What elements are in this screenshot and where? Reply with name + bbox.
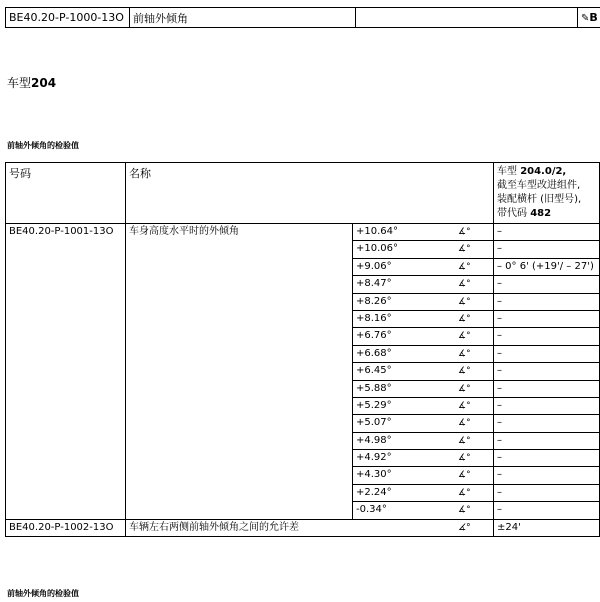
wrench-icon: ✎: [581, 13, 590, 24]
row-value: –: [494, 310, 600, 327]
row-level-text: +10.64°: [356, 226, 399, 237]
model-line3-suffix: ),: [574, 194, 582, 205]
row-number: BE40.20-P-1002-13O: [6, 519, 126, 536]
model-line2: 截至车型改进组件,: [497, 180, 581, 191]
row-value: –: [494, 380, 600, 397]
angle-icon: ∡°: [458, 400, 471, 411]
angle-icon: ∡°: [458, 383, 471, 394]
document-header: [5, 7, 600, 28]
row-value: –: [494, 467, 600, 484]
angle-icon: ∡°: [458, 435, 471, 446]
model-title: [7, 74, 56, 91]
angle-icon: ∡°: [458, 227, 471, 237]
row-level-text: +4.92°: [356, 452, 392, 464]
doc-title: 前轴外倾角: [130, 8, 356, 28]
model-title-prefix: 车型: [7, 76, 32, 90]
row-value: –: [494, 450, 600, 467]
table-row: [6, 224, 600, 241]
row-name: [126, 519, 494, 536]
row-level-text: +8.16°: [356, 312, 392, 324]
row-value: –: [494, 328, 600, 345]
row-value: –: [494, 415, 600, 432]
row-level-text: +6.76°: [356, 330, 392, 342]
row-number: BE40.20-P-1001-13O: [6, 224, 126, 520]
angle-icon: ∡°: [458, 279, 471, 290]
check-values-table: [5, 162, 600, 537]
angle-icon: ∡°: [458, 313, 471, 324]
angle-icon: ∡°: [458, 348, 471, 359]
angle-icon: ∡°: [458, 331, 471, 342]
angle-icon: ∡°: [458, 244, 471, 255]
row-level: [353, 328, 494, 345]
angle-icon: ∡°: [458, 470, 471, 481]
section-title-2: 前轴外倾角的检验值: [7, 589, 79, 598]
row-level-text: +4.98°: [356, 434, 392, 446]
row-level: [353, 276, 494, 293]
model-line3-prefix: 装配横杆 (: [497, 194, 545, 205]
row-level: [353, 380, 494, 397]
row-value: –: [494, 363, 600, 380]
row-level-text: +6.68°: [356, 347, 392, 359]
row-level-text: +4.30°: [356, 469, 392, 481]
row-value: –: [494, 241, 600, 258]
row-level: [353, 415, 494, 432]
table-row: [6, 519, 600, 536]
row-level: [353, 310, 494, 327]
row-name: 车身高度水平时的外倾角: [126, 224, 353, 520]
header-right-cell: [578, 8, 600, 28]
row-value: –: [494, 484, 600, 501]
row-level: [353, 224, 494, 241]
section-title-1: 前轴外倾角的检验值: [7, 141, 79, 150]
row-level-text: +5.88°: [356, 382, 392, 394]
row-level-text: +9.06°: [356, 260, 392, 272]
row-level-text: +8.47°: [356, 278, 392, 290]
row-level: [353, 502, 494, 519]
model-title-number: 204: [31, 76, 57, 90]
row-value: ±24': [494, 519, 600, 536]
model-line1-prefix: 车型: [497, 166, 521, 177]
row-level: [353, 397, 494, 414]
angle-icon: ∡°: [458, 522, 471, 533]
row-value: –: [494, 345, 600, 362]
row-level: [353, 467, 494, 484]
row-level: [353, 293, 494, 310]
row-level: [353, 241, 494, 258]
row-value: – 0° 6' (+19'/ – 27'): [494, 258, 600, 275]
row-level-text: +2.24°: [356, 486, 392, 498]
row-value: –: [494, 502, 600, 519]
row-level-text: +8.26°: [356, 295, 392, 307]
row-level-text: -0.34°: [356, 504, 387, 516]
header-model: [494, 163, 600, 224]
angle-icon: ∡°: [458, 296, 471, 307]
row-level: [353, 363, 494, 380]
model-line1-bold: 204.0/2,: [520, 166, 567, 177]
row-level-text: +5.29°: [356, 399, 392, 411]
angle-icon: ∡°: [458, 505, 471, 516]
row-value: –: [494, 432, 600, 449]
row-level: [353, 345, 494, 362]
row-name-text: 车辆左右两侧前轴外倾角之间的允许差: [129, 521, 299, 533]
model-line4-bold: 482: [530, 208, 552, 219]
header-empty-cell: [356, 8, 578, 28]
model-line3-mid: 旧型号: [544, 194, 575, 205]
row-level: [353, 484, 494, 501]
row-level-text: +6.45°: [356, 365, 392, 377]
row-value: –: [494, 276, 600, 293]
header-number: 号码: [6, 163, 126, 224]
row-value: –: [494, 224, 600, 241]
header-name: 名称: [126, 163, 494, 224]
model-line4-prefix: 带代码: [497, 208, 531, 219]
angle-icon: ∡°: [458, 261, 471, 272]
row-value: –: [494, 397, 600, 414]
header-right-label: B: [589, 11, 598, 24]
row-value: –: [494, 293, 600, 310]
row-level: [353, 258, 494, 275]
row-level-text: +10.06°: [356, 243, 399, 255]
row-level-text: +5.07°: [356, 417, 392, 429]
angle-icon: ∡°: [458, 418, 471, 429]
doc-number: BE40.20-P-1000-13O: [6, 8, 130, 28]
table-header-row: [6, 163, 600, 224]
angle-icon: ∡°: [458, 366, 471, 377]
angle-icon: ∡°: [458, 453, 471, 464]
angle-icon: ∡°: [458, 487, 471, 498]
row-level: [353, 450, 494, 467]
row-level: [353, 432, 494, 449]
